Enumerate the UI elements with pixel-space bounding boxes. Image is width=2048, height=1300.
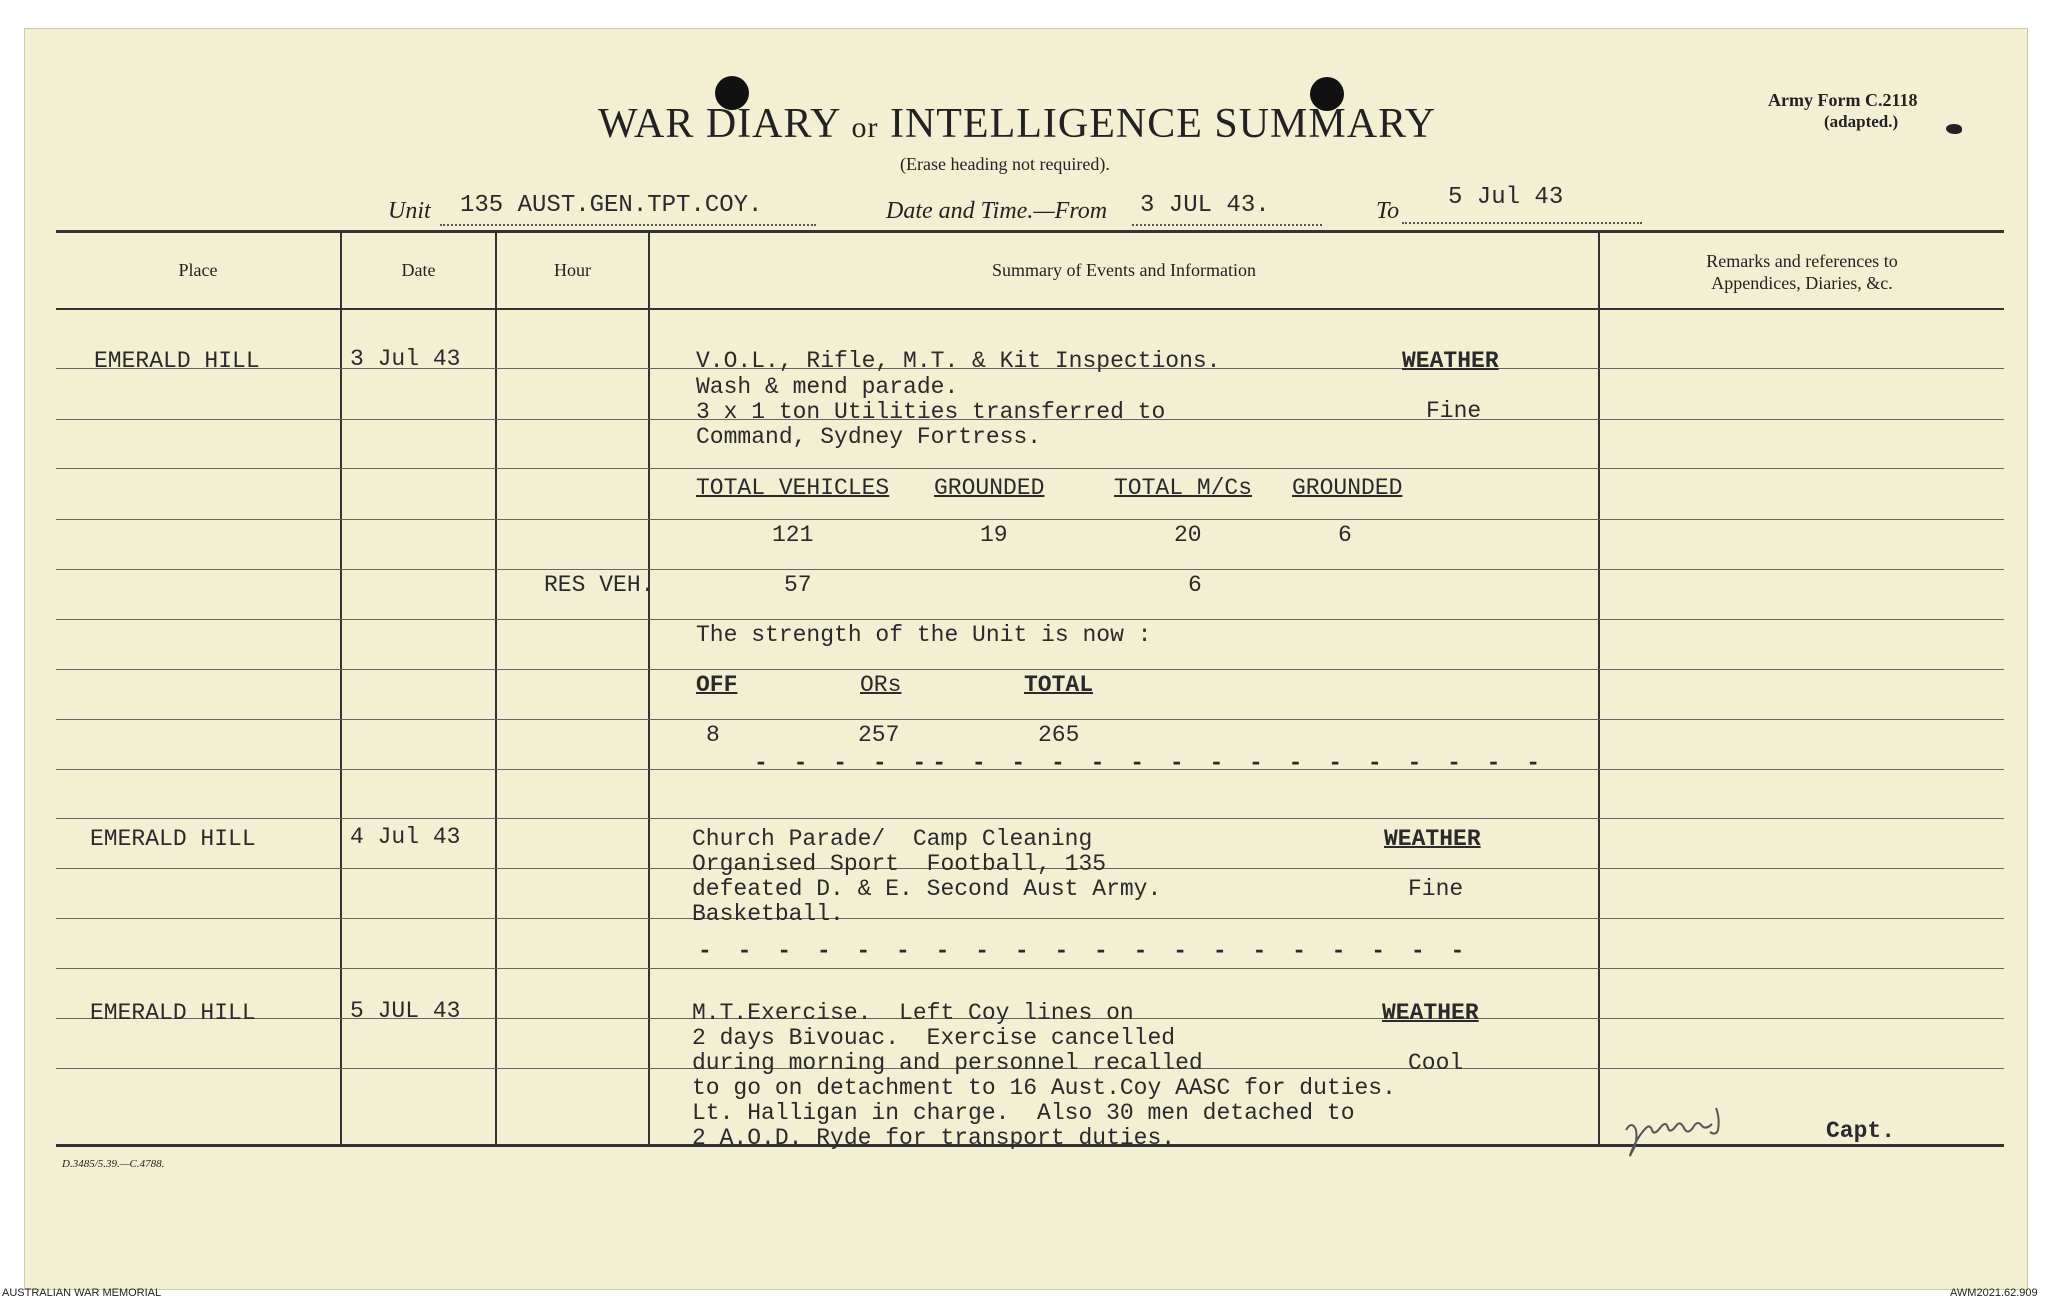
form-adapted: (adapted.) [1824, 112, 1899, 131]
entry-3-line-2: 2 days Bivouac. Exercise cancelled [692, 1025, 1176, 1051]
ruled-line [56, 619, 2004, 620]
ruled-line [56, 669, 2004, 670]
entry-1-line-1: V.O.L., Rifle, M.T. & Kit Inspections. [696, 348, 1221, 374]
entry-2-place: EMERALD HILL [90, 826, 256, 852]
page-title [598, 100, 1436, 148]
strength-ors-value: 257 [858, 722, 900, 748]
remarks-header-line-2: Appendices, Diaries, &c. [1711, 273, 1893, 293]
entry-2-weather-label: WEATHER [1384, 826, 1481, 852]
unit-label: Unit [388, 198, 431, 224]
strength-total-value: 265 [1038, 722, 1080, 748]
unit-value: 135 AUST.GEN.TPT.COY. [460, 192, 763, 219]
entry-2-line-1: Church Parade/ Camp Cleaning [692, 826, 1093, 852]
from-value: 3 JUL 43. [1140, 192, 1270, 219]
signature [1620, 1102, 1770, 1162]
entry-separator-1: - - - - -- - - - - - - - - - - - - - - - [754, 750, 1547, 776]
table-top-border [56, 230, 2004, 233]
entry-2-line-3: defeated D. & E. Second Aust Army. [692, 876, 1162, 902]
footer-bar [0, 1290, 2048, 1300]
signature-scrawl-icon [1620, 1102, 1770, 1162]
header-bottom-rule [56, 308, 2004, 310]
remarks-header-line-1: Remarks and references to [1706, 251, 1898, 271]
entry-2-line-2: Organised Sport Football, 135 [692, 851, 1107, 877]
date-time-label: Date and Time.—From [886, 198, 1108, 224]
ruled-line [56, 569, 2004, 570]
entry-3-line-5: Lt. Halligan in charge. Also 30 men detached to [692, 1100, 1355, 1126]
vehicles-header-total: TOTAL VEHICLES [696, 475, 890, 501]
res-veh-vehicles: 57 [784, 572, 812, 598]
print-code: D.3485/5.39.—C.4788. [62, 1158, 165, 1170]
vehicles-header-total-mcs: TOTAL M/Cs [1114, 475, 1253, 501]
title-or: or [851, 111, 879, 144]
ruled-line [56, 468, 2004, 469]
war-diary-sheet [24, 28, 2028, 1290]
form-number: Army Form C.2118 [1768, 90, 1918, 110]
vehicles-header-grounded-mcs: GROUNDED [1292, 475, 1403, 501]
entry-1-place: EMERALD HILL [94, 348, 260, 374]
ruled-line [56, 918, 2004, 919]
entry-3-weather-label: WEATHER [1382, 1000, 1479, 1026]
strength-intro: The strength of the Unit is now : [696, 622, 1152, 648]
column-header-place: Place [178, 260, 218, 280]
entry-3-weather: Cool [1408, 1050, 1464, 1076]
ink-mark-icon [1946, 124, 1962, 134]
entry-3-line-4: to go on detachment to 16 Aust.Coy AASC for duties. [692, 1075, 1396, 1101]
strength-header-off: OFF [696, 672, 738, 698]
strength-header-total: TOTAL [1024, 672, 1094, 698]
entry-1-date: 3 Jul 43 [350, 346, 461, 372]
ruled-line [56, 719, 2004, 720]
entry-3-line-3: during morning and personnel recalled [692, 1050, 1203, 1076]
entry-2-date: 4 Jul 43 [350, 824, 461, 850]
ruled-line [56, 818, 2004, 819]
entry-1-line-2: Wash & mend parade. [696, 374, 959, 400]
erase-note: (Erase heading not required). [900, 154, 1110, 174]
title-war-diary: WAR DIARY [598, 101, 840, 147]
entry-3-place: EMERALD HILL [90, 1000, 256, 1026]
column-header-hour: Hour [554, 260, 591, 280]
entry-3-line-6: 2 A.O.D. Ryde for transport duties. [692, 1125, 1176, 1151]
vehicles-mcs-grounded-value: 6 [1338, 522, 1352, 548]
entry-separator-2: - - - - - - - - - - - - - - - - - - - - [698, 938, 1471, 964]
footer-right: AWM2021.62.909 [1950, 1287, 2038, 1299]
to-value: 5 Jul 43 [1448, 184, 1564, 211]
res-veh-label: RES VEH. [544, 572, 655, 598]
strength-off-value: 8 [706, 722, 720, 748]
vehicles-grounded-value: 19 [980, 522, 1008, 548]
entry-2-line-4: Basketball. [692, 901, 844, 927]
to-label: To [1376, 198, 1400, 224]
title-intelligence-summary: INTELLIGENCE SUMMARY [889, 101, 1437, 147]
from-field [1132, 188, 1322, 226]
to-field [1402, 184, 1642, 224]
column-header-summary: Summary of Events and Information [992, 260, 1256, 280]
footer-left: AUSTRALIAN WAR MEMORIAL [2, 1287, 162, 1299]
vehicles-mcs-value: 20 [1174, 522, 1202, 548]
unit-field [440, 188, 816, 226]
entry-1-line-4: Command, Sydney Fortress. [696, 424, 1042, 450]
entry-1-weather: Fine [1426, 398, 1482, 424]
ruled-line [56, 519, 2004, 520]
res-veh-mcs: 6 [1188, 572, 1202, 598]
signature-rank: Capt. [1826, 1118, 1896, 1144]
column-header-remarks [1600, 250, 2004, 294]
entry-3-date: 5 JUL 43 [350, 998, 461, 1024]
entry-1-weather-label: WEATHER [1402, 348, 1499, 374]
vehicles-header-grounded: GROUNDED [934, 475, 1045, 501]
strength-header-ors: ORs [860, 672, 902, 698]
entry-2-weather: Fine [1408, 876, 1464, 902]
entry-1-line-3: 3 x 1 ton Utilities transferred to [696, 399, 1166, 425]
column-header-date: Date [401, 260, 436, 280]
entry-3-line-1: M.T.Exercise. Left Coy lines on [692, 1000, 1134, 1026]
ruled-line [56, 968, 2004, 969]
vehicles-total-value: 121 [772, 522, 814, 548]
